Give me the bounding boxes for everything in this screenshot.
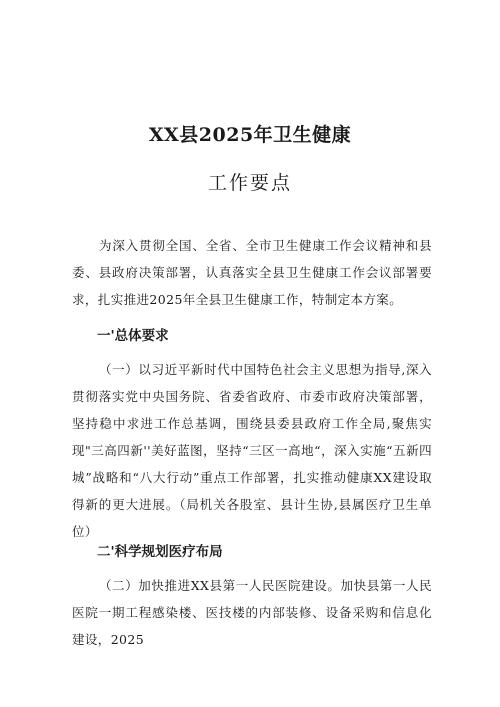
document-title: XX县2025年卫生健康: [148, 124, 352, 146]
section-heading-medical-layout: 二'科学规划医疗布局: [97, 544, 223, 560]
section2-paragraph: （二）加快推进XX县第一人民医院建设。加快县第一人民医院一期工程感染楼、医技楼的内部装修、设备采购和信息化建设，2025: [72, 578, 432, 647]
section-heading-general-requirements: 一'总体要求: [97, 328, 169, 344]
intro-paragraph: 为深入贯彻全国、全省、全市卫生健康工作会议精神和县委、县政府决策部署，认真落实全县卫生健康工作会议部署要求，扎实推进2025年全县卫生健康工作，特制定本方案。: [72, 238, 432, 307]
document-subtitle: 工作要点: [207, 172, 292, 194]
section1-paragraph: （一）以习近平新时代中国特色社会主义思想为指导,深入贯彻落实党中央国务院、省委省政府、市委市政府决策部署，坚持稳中求进工作总基调，围绕县委县政府工作全局,聚焦实现"三高四新''美好蓝图，坚持“三区一高地“，深入实施“五新四城”战略和“八大行动”重点工作部署，扎实推动健康XX建设取得新的更大进展。（局机关各股室、县计生协,县属医疗卫生单位）: [72, 362, 432, 539]
